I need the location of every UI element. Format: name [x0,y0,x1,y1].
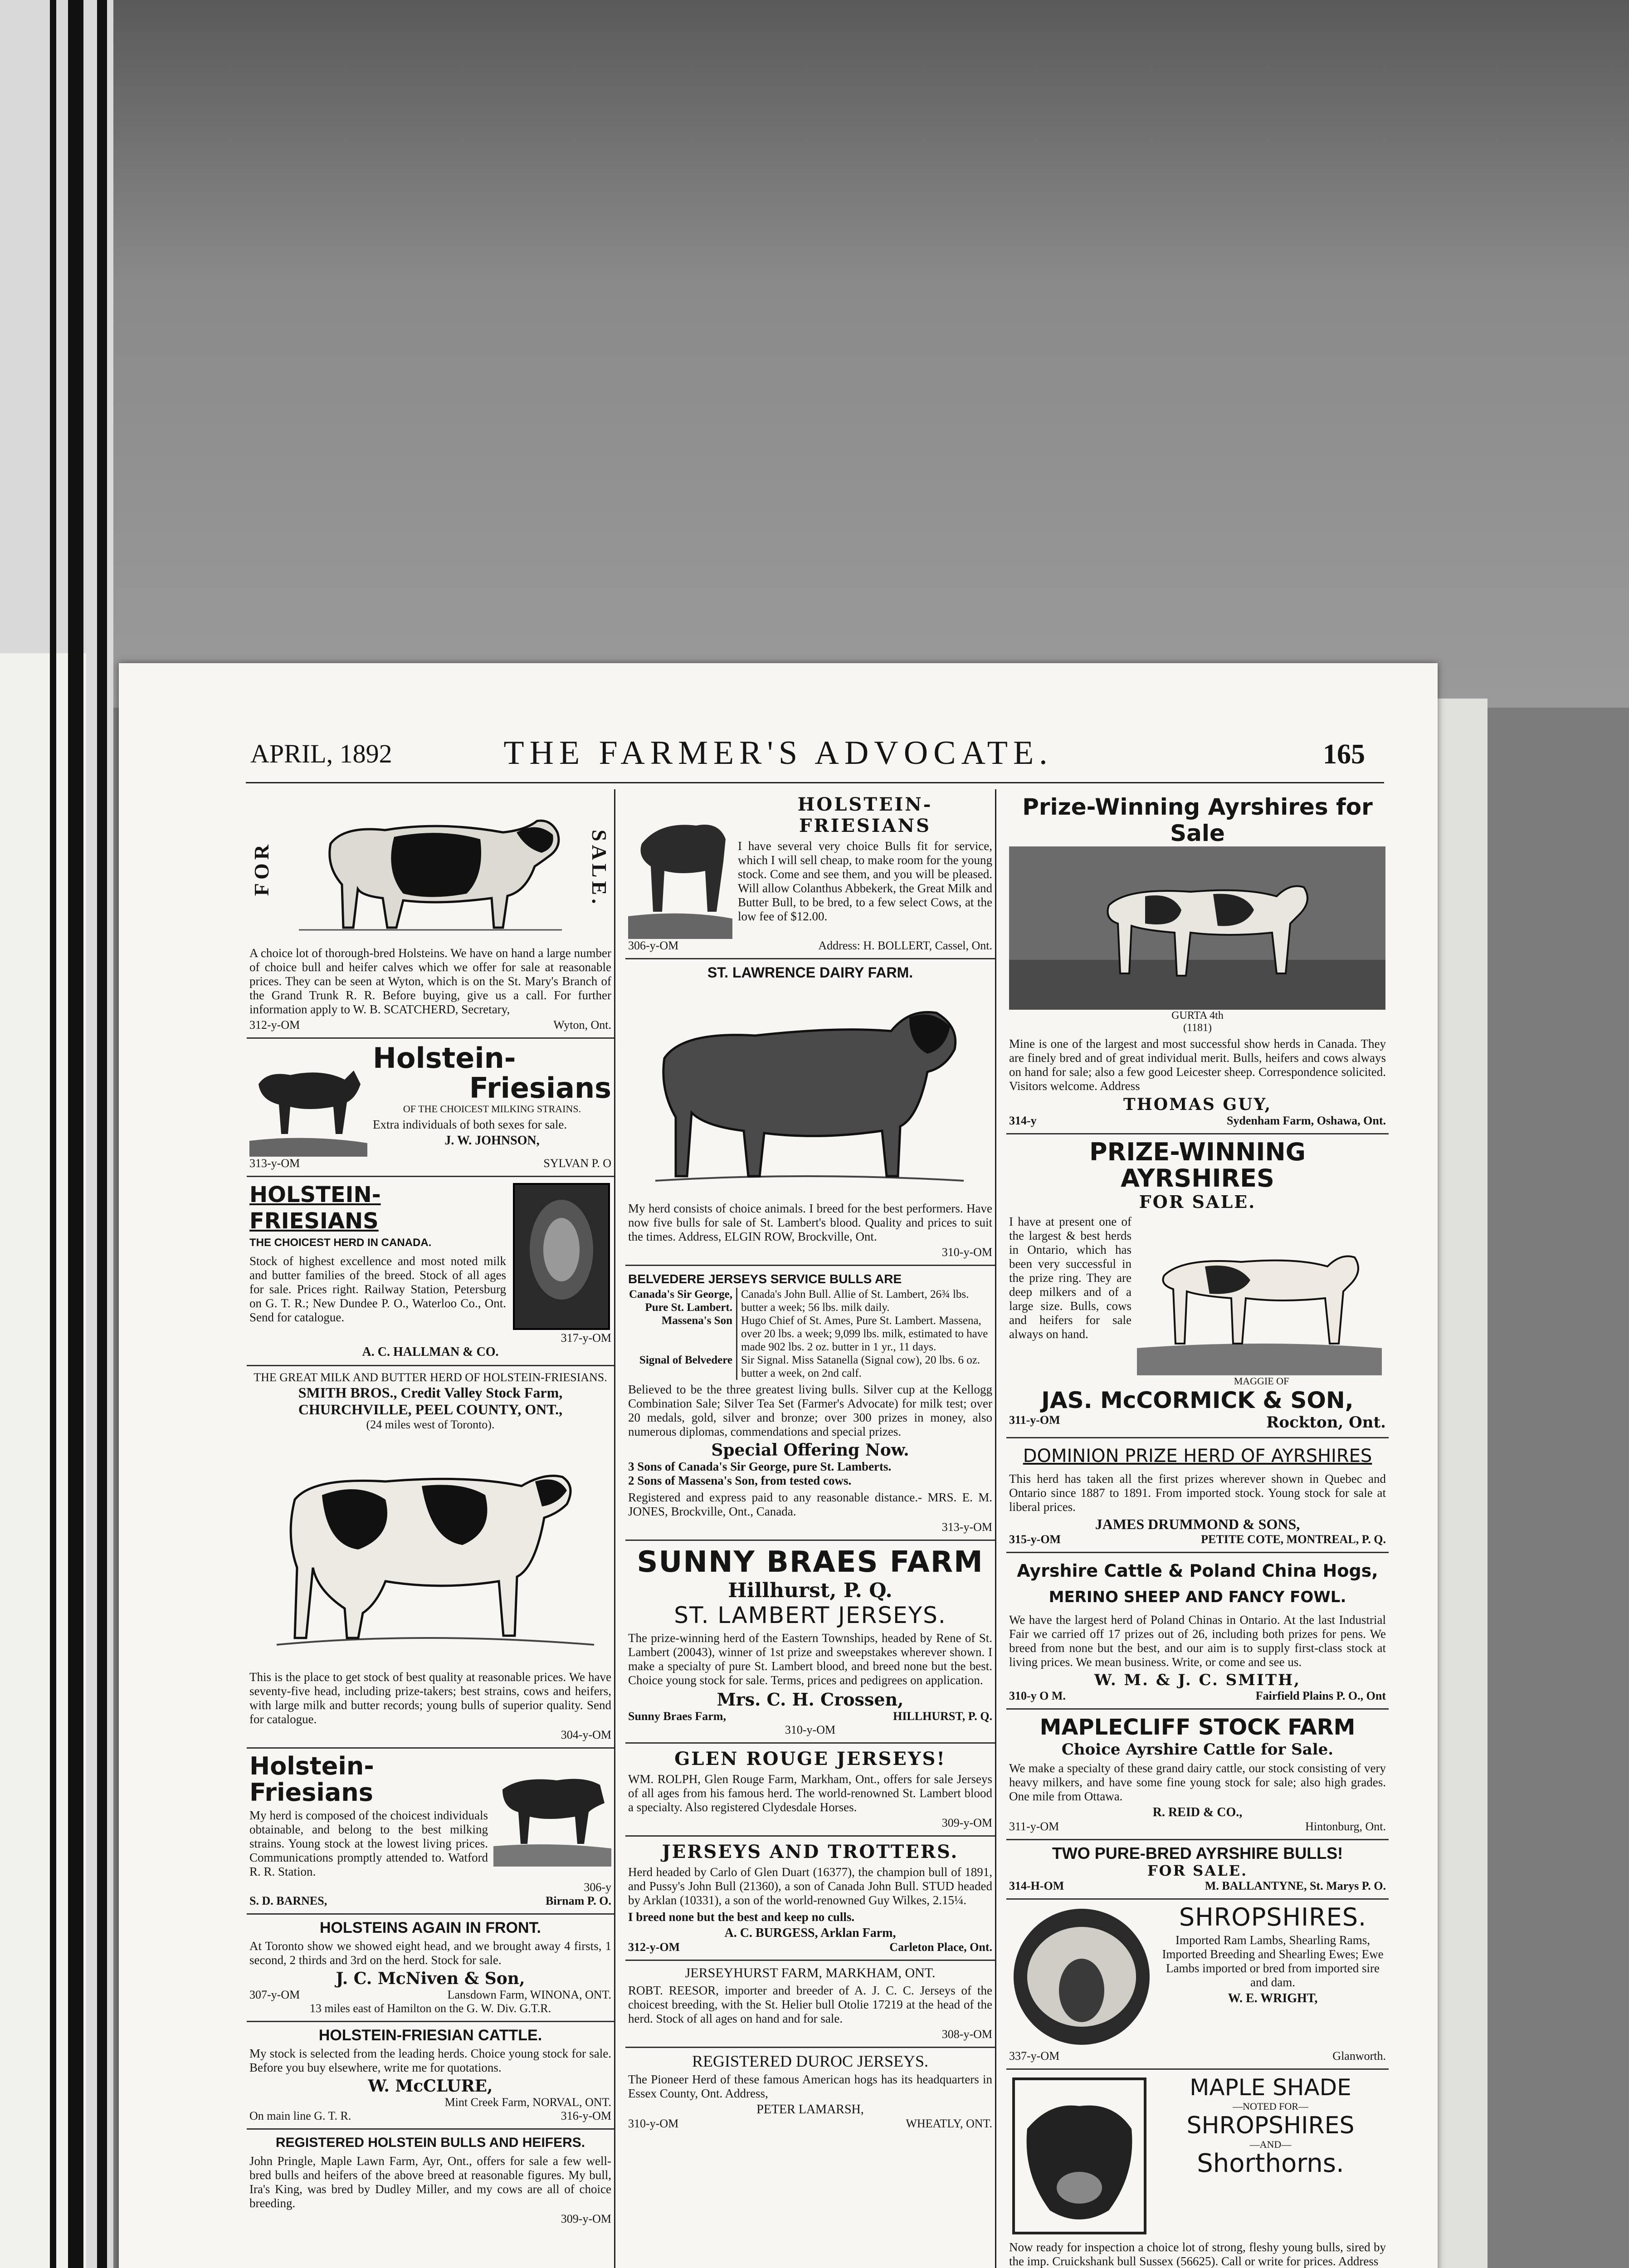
ad-place: Hillhurst, P. Q. [728,1579,893,1602]
column-left [247,789,614,2268]
service-bulls-table [628,1288,992,1380]
ad-title: Prize-Winning Ayrshires for Sale [1022,794,1373,846]
advertiser-name: A. C. HALLMAN & CO. [362,1345,499,1359]
ad-body: Stock of highest excellence and most noted milk and butter families of the breed. Stock of all ages for sale. Prices right. Railway Station, Petersburg on G. T. R.; New Dundee P. O., Waterloo Co., Ont. Send for catalogue. [249,1254,506,1324]
ad-belvedere-jerseys [625,1266,995,1541]
ad-place: Birnam P. O. [546,1894,611,1907]
ad-code: 307-y-OM [249,1988,300,2001]
ad-body: Now ready for inspection a choice lot of strong, fleshy young bulls, sired by the imp. Cruickshank bull Sussex (56625). Call or write for prices. Address [1009,2240,1386,2268]
ayrshire-cow-engraving [1009,846,1385,1010]
ad-code: 309-y-OM [941,1816,992,1829]
ad-code: 311-y-OM [1009,1820,1059,1833]
ad-place: Hintonburg, Ont. [1305,1820,1386,1833]
ad-barnes-holstein-friesians [247,1749,614,1915]
ad-code: 310-y-OM [941,1246,992,1259]
ad-body: The Pioneer Herd of these famous American hogs has its headquarters in Essex County, Ont. Address, [628,2072,992,2100]
ad-title: HOLSTEIN-FRIESIANS [249,1182,381,1234]
ad-body: A choice lot of thorough-bred Holsteins. We have on hand a large number of choice bull and heifer calves which we offer for sale at reasonable prices. They can be seen at Wyton, which is on the St. Mary's Branch of the Grand Trunk R. R. Before buying, give us a call. For further information apply to W. B. SCATCHERD, Secretary, [249,946,611,1016]
ad-code: 308-y-OM [941,2028,992,2041]
ad-place: Carleton Place, Ont. [889,1941,992,1954]
table-row: Massena's Son Hugo Chief of St. Ames, Pure St. Lambert. Massena, over 20 lbs. a week; 9,099 lbs. milk, estimated to have made 902 lbs. 2 oz. butter in 1 yr., 11 days. [628,1314,992,1354]
ad-code: 311-y-OM [1009,1413,1060,1427]
ad-address: Address: H. BOLLERT, Cassel, Ont. [818,939,992,952]
advertiser-name: THOMAS GUY, [1123,1095,1272,1114]
ad-connector: —AND— [1249,2139,1292,2150]
binding-shadow [50,0,56,2268]
bull-engraving [628,794,732,939]
ad-drummond [1006,1438,1389,1553]
ad-code: 313-y-OM [249,1157,300,1170]
image-caption: GURTA 4th [1171,1010,1224,1022]
ad-code: 306-y [584,1881,611,1894]
ad-body: This is the place to get stock of best quality at reasonable prices. We have seventy-five head, including prize-takers; best strains, cows and heifers, with large milk and butter records; young bulls of superior quality. Send for catalogue. [249,1670,611,1726]
ad-place: Lansdown Farm, WINONA, ONT. [447,1988,611,2001]
ad-code: 306-y-OM [628,939,679,952]
ad-place: Fairfield Plains P. O., Ont [1255,1689,1386,1702]
ad-body: At Toronto show we showed eight head, and we brought away 4 firsts, 1 second, 2 thirds and 3rd on the herd. Stock for sale. [249,1939,611,1967]
ad-subtitle: THE CHOICEST HERD IN CANADA. [249,1237,432,1249]
bull-engraving [628,981,982,1199]
advertiser-name: A. C. BURGESS, Arklan Farm, [724,1926,896,1940]
advertiser-name: PETER LAMARSH, [756,2102,864,2116]
advertiser-name: S. D. BARNES, [249,1894,327,1907]
ad-maplecliff [1006,1710,1389,1840]
ad-wright-shropshires [1006,1900,1389,2070]
ad-code: 313-y-OM [941,1520,992,1534]
ad-mccormick [1006,1134,1389,1438]
ad-body: Imported Ram Lambs, Shearling Rams, Imported Breeding and Shearling Ewes; Ewe Lambs imported or bred from imported sire and dam. [1162,1933,1384,1989]
ad-smith-ayrshire-poland-china [1006,1553,1389,1710]
ad-place: SYLVAN P. O [543,1157,611,1170]
bull-engraving [493,1753,611,1867]
ad-code: 314-H-OM [1009,1879,1064,1892]
ad-note: On main line G. T. R. [249,2109,351,2122]
issue-date: APRIL, 1892 [250,739,392,768]
ad-body: The prize-winning herd of the Eastern Townships, headed by Rene of St. Lambert (20043), winner of 1st prize and sweepstakes wherever shown. I make a specialty of pure St. Lambert blood, and breed none but the best. Choice young stock for sale. Terms, prices and pedigrees on application. [628,1631,992,1687]
ad-body: WM. ROLPH, Glen Rouge Farm, Markham, Ont., offers for sale Jerseys of all ages from his famous herd. The world-renowned St. Lambert blood a specialty. Also registered Clydesdale Horses. [628,1772,992,1814]
ad-mcniven [247,1915,614,2022]
ad-bollert [625,789,995,959]
advertiser-name: Mrs. C. H. Crossen, [717,1689,904,1710]
advertiser-name: R. REID & CO., [1152,1805,1243,1819]
advertiser-name: W. M. & J. C. SMITH, [1094,1671,1301,1689]
ad-code: 312-y-OM [628,1941,680,1954]
ad-title: Shorthorns. [1197,2149,1344,2178]
ad-code: 317-y-OM [561,1331,611,1344]
advertiser-name: JAMES DRUMMOND & SONS, [1095,1516,1300,1532]
ad-connector: —NOTED FOR— [1233,2101,1308,2112]
ad-title: Ayrshire Cattle & Poland China Hogs, [1017,1561,1378,1581]
ad-title: DOMINION PRIZE HERD OF AYRSHIRES [1023,1446,1372,1466]
ad-subtitle: Choice Ayrshire Cattle for Sale. [1061,1740,1334,1759]
ad-code: 309-y-OM [561,2212,611,2225]
image-caption: (1181) [1183,1022,1212,1034]
ad-title: BELVEDERE JERSEYS SERVICE BULLS ARE [628,1272,902,1286]
ad-body: My stock is selected from the leading herds. Choice young stock for sale. Before you buy elsewhere, write me for quotations. [249,2047,611,2074]
ad-subtitle: FOR SALE. [1139,1192,1256,1212]
ad-body: John Pringle, Maple Lawn Farm, Ayr, Ont., offers for sale a few well-bred bulls and heifers of the above breed at reasonable figures. My bull, Ira's King, was bred by Dudley Miller, and my cows are all of choice breeding. [249,2154,611,2210]
for-label: FOR [250,841,273,896]
ad-note: I breed none but the best and keep no culls. [628,1910,855,1924]
ad-title: SHROPSHIRES. [1179,1903,1367,1931]
ad-title: MAPLECLIFF STOCK FARM [1039,1715,1356,1740]
ad-title: MAPLE SHADE [1190,2074,1351,2101]
advertiser-name: W. E. WRIGHT, [1228,1991,1318,2005]
ad-code: 310-y O M. [1009,1689,1066,1702]
ad-duroc-jerseys [625,2048,995,2136]
advertiser-name: SMITH BROS., Credit Valley Stock Farm, [298,1384,563,1401]
ad-place: PETITE COTE, MONTREAL, P. Q. [1201,1533,1386,1546]
advertiser-name: JAS. McCORMICK & SON, [1041,1387,1354,1413]
ayrshire-cow-engraving [1137,1212,1382,1375]
ad-thomas-guy [1006,789,1389,1134]
farm-name: Sunny Braes Farm, [628,1710,726,1723]
ad-code: 304-y-OM [561,1728,611,1741]
ad-dryden-maple-shade [1006,2070,1389,2268]
advertiser-name: J. C. McNiven & Son, [336,1969,525,1988]
ad-place: CHURCHVILLE, PEEL COUNTY, ONT., [298,1401,563,1418]
ad-glen-rouge [625,1744,995,1837]
column-middle [614,789,995,2268]
binding-shadow [68,0,83,2268]
ad-smith-bros [247,1366,614,1749]
advertiser-name: J. W. JOHNSON, [444,1134,540,1148]
next-page-edge [1433,699,1488,2268]
newspaper-page [119,663,1438,2268]
publication-title: THE FARMER'S ADVOCATE. [503,734,1053,772]
ad-place: Mint Creek Farm, NORVAL, ONT. [444,2096,611,2109]
ad-body: My herd is composed of the choicest individuals obtainable, and belong to the best milking strains. Young stock at the lowest living prices. Communications promptly attended to. Watford R. R. Station. [249,1809,488,1878]
ad-code: 316-y-OM [561,2109,611,2122]
ad-body: We have the largest herd of Poland Chinas in Ontario. At the last Industrial Fair we carried off 17 prizes out of 26, including both prizes for pens. We breed from none but the best, and our aim is to supply first-class stock at living prices. We mean business. Write, or come and see us. [1009,1613,1386,1669]
ad-subtitle: OF THE CHOICEST MILKING STRAINS. [403,1103,581,1114]
ad-ballantyne [1006,1840,1389,1900]
ad-heading: THE GREAT MILK AND BUTTER HERD OF HOLSTEIN-FRIESIANS. [254,1371,607,1384]
cow-engraving [249,1043,367,1157]
advertiser-name: W. McCLURE, [368,2077,493,2096]
ad-title: HOLSTEIN- [797,794,933,815]
ad-body: Extra individuals of both sexes for sale. [373,1118,567,1131]
column-right [995,789,1389,2268]
ad-place: Wyton, Ont. [553,1018,611,1031]
ad-title: Friesians [469,1071,611,1105]
ad-johnson-holstein-friesians [247,1039,614,1177]
ad-code: 337-y-OM [1009,2049,1060,2063]
sale-label: SALE. [588,830,611,908]
ad-title: JERSEYS AND TROTTERS. [662,1841,959,1862]
table-row: Signal of Belvedere Sir Signal. Miss Satanella (Signal cow), 20 lbs. 6 oz. butter a week, on 2nd calf. [628,1354,992,1380]
ad-code: 314-y [1009,1114,1037,1127]
ad-pringle [247,2130,614,2231]
ad-body: Registered and express paid to any reasonable distance.- MRS. E. M. JONES, Brockville, Ont., Canada. [628,1491,992,1518]
page-header [119,734,1438,779]
binding-shadow [97,0,107,2268]
ad-title: Holstein-Friesians [249,1752,374,1807]
ad-place: Sydenham Farm, Oshawa, Ont. [1226,1114,1386,1127]
ad-place: Rockton, Ont. [1266,1413,1386,1432]
ad-jerseyhurst [625,1961,995,2048]
offer-line: 2 Sons of Massena's Son, from tested cows. [628,1474,852,1487]
ad-title: ST. LAWRENCE DAIRY FARM. [707,964,913,981]
ad-note: (24 miles west of Toronto). [366,1418,495,1431]
bull-head-engraving [1009,2074,1150,2238]
page-number: 165 [1323,739,1365,770]
ad-place: HILLHURST, P. Q. [893,1710,992,1723]
ad-title: JERSEYHURST FARM, MARKHAM, ONT. [685,1965,936,1980]
header-rule [246,782,1384,783]
ad-title: SUNNY BRAES FARM [637,1545,984,1579]
ad-body: I have at present one of the largest & best herds in Ontario, which has been very successful in the prize ring. They are deep milkers and of a large size. Bulls, cows and heifers for sale always on hand. [1009,1215,1132,1341]
ad-subtitle: ST. LAMBERT JERSEYS. [674,1602,946,1628]
holstein-bull-engraving [290,794,571,943]
ad-holsteins-for-sale [247,789,614,1039]
ad-subtitle: MERINO SHEEP AND FANCY FOWL. [1049,1588,1346,1606]
ad-body: ROBT. REESOR, importer and breeder of A. J. C. C. Jerseys of the choicest breeding, with the St. Helier bull Otolie 17219 at the head of the herd. Stock of all ages on hand and for sale. [628,1984,992,2025]
ad-title: Holstein- [373,1041,516,1075]
ad-body: My herd consists of choice animals. I breed for the best performers. Have now five bulls for sale of St. Lambert's blood. Quality and prices to suit the times. Address, ELGIN ROW, Brockville, Ont. [628,1202,992,1243]
ad-title: PRIZE-WINNING AYRSHIRES [1089,1138,1306,1193]
dairy-emblem-engraving [512,1182,611,1331]
ad-title: SHROPSHIRES [1186,2112,1355,2139]
ad-title: TWO PURE-BRED AYRSHIRE BULLS! [1052,1844,1343,1862]
ad-code: 310-y-OM [628,2117,679,2130]
table-row: Canada's Sir George, Pure St. Lambert. Canada's John Bull. Allie of St. Lambert, 26¾ lbs. butter a week; 56 lbs. milk daily. [628,1288,992,1314]
ad-title: REGISTERED DUROC JERSEYS. [692,2052,929,2070]
holstein-cow-engraving [249,1432,608,1667]
ad-title: REGISTERED HOLSTEIN BULLS AND HEIFERS. [275,2135,585,2150]
ad-body: I have several very choice Bulls fit for service, which I will sell cheap, to make room for the young stock. Come and see them, and you will be pleased. Will allow Colanthus Abbekerk, the Great Milk and Butter Bull, to be bred, to a few select Cows, at the low fee of $12.00. [738,839,992,923]
ad-body: This herd has taken all the first prizes wherever shown in Quebec and Ontario since 1887 to 1891. From imported stock. Young stock for sale at liberal prices. [1009,1472,1386,1514]
ad-place: Glanworth. [1332,2049,1386,2063]
scan-background-top [0,0,1629,708]
ad-title: FRIESIANS [799,815,931,836]
ad-title: GLEN ROUGE JERSEYS! [674,1748,946,1769]
ad-place: WHEATLY, ONT. [906,2117,992,2130]
sheep-head-engraving [1009,1904,1154,2049]
ad-body: Mine is one of the largest and most successful show herds in Canada. They are finely bred and of great individual merit. Bulls, heifers and cows always on hand for sale; also a few good Leicester sheep. Correspondence solicited. Visitors welcome. Address [1009,1037,1386,1093]
ad-code: 315-y-OM [1009,1533,1061,1546]
offer-line: 3 Sons of Canada's Sir George, pure St. Lamberts. [628,1460,892,1473]
image-caption: MAGGIE OF [1234,1375,1289,1387]
ad-body: We make a specialty of these grand dairy cattle, our stock consisting of very heavy milkers, and have some fine young stock for sale; also high grades. One mile from Ottawa. [1009,1761,1386,1803]
ad-hallman-holstein-friesians [247,1177,614,1366]
ad-body: Believed to be the three greatest living bulls. Silver cup at the Kellogg Combination Sale; Silver Tea Set (Farmer's Advocate) for milk test; over 20 medals, gold, silver and bronze; over 300 prizes in money, also numerous diplomas, commendations and special prizes. [628,1383,992,1438]
ad-code: 312-y-OM [249,1018,300,1031]
ad-sunny-braes [625,1541,995,1744]
ad-title: HOLSTEIN-FRIESIAN CATTLE. [318,2027,542,2044]
ad-title: HOLSTEINS AGAIN IN FRONT. [320,1919,541,1936]
ad-subtitle: Special Offering Now. [711,1441,909,1460]
ad-code: 310-y-OM [785,1723,836,1736]
ad-subtitle: FOR SALE. [1147,1862,1248,1879]
ad-body: Herd headed by Carlo of Glen Duart (16377), the champion bull of 1891, and Pussy's John Bull (21360), a son of Canada John Bull. STUD headed by Arklan (10331), a son of the world-renowned Guy Wilkes, 2.15¼. [628,1865,992,1907]
ad-jerseys-trotters [625,1837,995,1961]
ad-mcclure [247,2022,614,2130]
ad-note: 13 miles east of Hamilton on the G. W. Div. G.T.R. [309,2002,551,2015]
ad-st-lawrence-dairy [625,959,995,1266]
advertiser-name: M. BALLANTYNE, St. Marys P. O. [1205,1879,1386,1892]
